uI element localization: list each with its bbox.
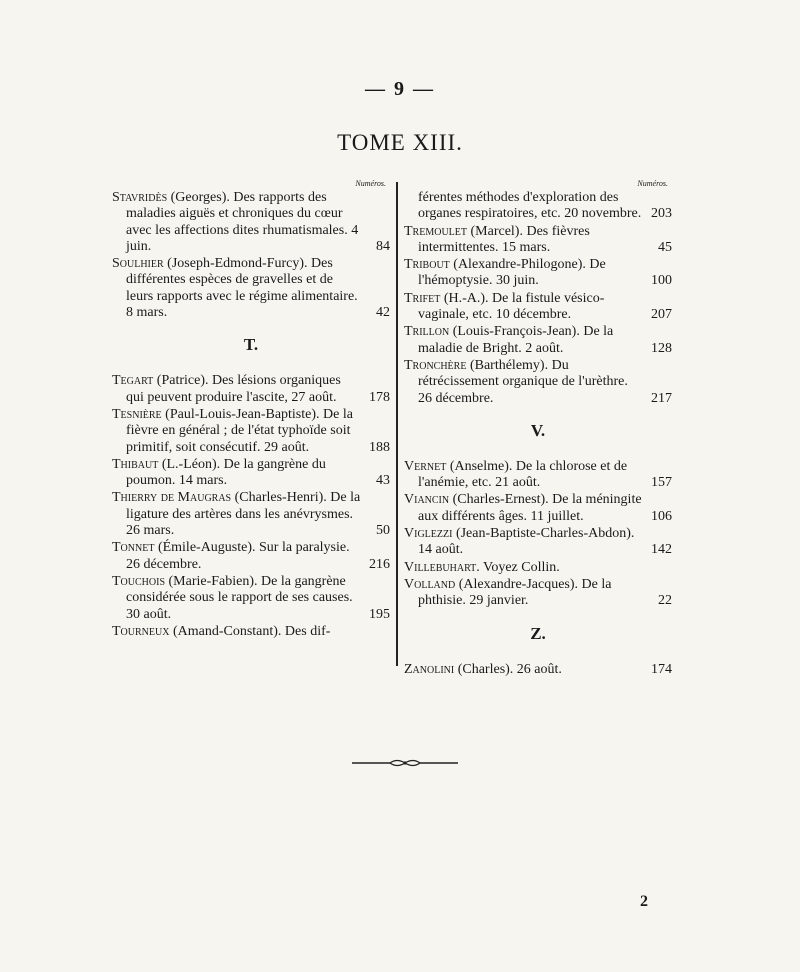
- index-entry: [404, 560, 672, 576]
- author-name: Zanolini: [404, 661, 455, 677]
- entry-text: férentes méthodes d'exploration des organes respiratoires, etc. 20 novembre.: [418, 190, 642, 222]
- entry-text: (Anselme). De la chlorose et de l'anémie, etc. 21 août.: [418, 458, 628, 491]
- entry-number: 22: [658, 593, 672, 609]
- author-name: Tronchère: [404, 357, 467, 373]
- author-name: Soulhier: [112, 256, 164, 272]
- entry-number: 43: [376, 473, 390, 489]
- column-divider: [396, 182, 398, 666]
- entry-number: 216: [369, 556, 390, 572]
- entry-text: (Paul-Louis-Jean-Baptiste). De la fièvre en général ; de l'état typhoïde soit primitif, soit consécutif. 29 août.: [126, 406, 353, 455]
- entry-text: (Joseph-Edmond-Furcy). Des différentes espèces de gravelles et de leurs rapports avec le régime alimentaire. 8 mars.: [126, 256, 358, 321]
- entry-number: 128: [651, 340, 672, 356]
- entry-number: 50: [376, 523, 390, 539]
- index-entry: [404, 324, 672, 357]
- index-entry: [404, 577, 672, 610]
- index-entry: [404, 662, 672, 678]
- author-name: Tourneux: [112, 623, 170, 639]
- numeros-label: Numéros.: [637, 179, 668, 188]
- index-entry-continuation: [404, 190, 672, 223]
- author-name: Stavridès: [112, 190, 168, 205]
- entry-text: (Charles-Henri). De la ligature des artères dans les anévrysmes. 26 mars.: [126, 490, 361, 539]
- author-name: Thierry de Maugras: [112, 490, 232, 506]
- tome-title: TOME XIII.: [337, 130, 463, 155]
- entry-text: (Alexandre-Philogone). De l'hémoptysie. 30 juin.: [418, 257, 606, 289]
- author-name: Villebuhart: [404, 559, 477, 575]
- index-entry: [404, 358, 672, 407]
- entry-text: (Marcel). Des fièvres intermittentes. 15 mars.: [418, 223, 590, 255]
- entry-number: 42: [376, 305, 390, 321]
- author-name: Touchois: [112, 573, 165, 589]
- ornament-rule: [350, 757, 460, 769]
- author-name: Tonnet: [112, 540, 155, 556]
- author-name: Viglezzi: [404, 526, 453, 542]
- section-letter-z: Z.: [530, 623, 546, 643]
- author-name: Thibaut: [112, 456, 159, 472]
- index-entry: [404, 257, 672, 290]
- entry-text: (Marie-Fabien). De la gangrène considérée sous le rapport de ses causes. 30 août.: [126, 573, 353, 622]
- entry-text: (Amand-Constant). Des dif-: [169, 623, 331, 639]
- entry-text: (Charles-Ernest). De la méningite aux différents âges. 11 juillet.: [418, 492, 642, 524]
- index-entry: [112, 490, 390, 539]
- index-entry: [112, 190, 390, 255]
- author-name: Tribout: [404, 257, 450, 273]
- author-name: Trillon: [404, 324, 450, 340]
- index-entry: [112, 373, 390, 406]
- entry-number: 100: [651, 273, 672, 289]
- entry-number: 84: [376, 238, 390, 254]
- entry-text: . Voyez Collin.: [476, 559, 560, 575]
- entry-number: 106: [651, 508, 672, 524]
- entry-text: (Patrice). Des lésions organiques qui peuvent produire l'ascite, 27 août.: [126, 373, 341, 405]
- entry-text: (Louis-François-Jean). De la maladie de Bright. 2 août.: [418, 324, 614, 356]
- left-column: [112, 178, 390, 641]
- numeros-label: Numéros.: [355, 179, 386, 188]
- index-entry: [112, 540, 390, 573]
- entry-number: 207: [651, 307, 672, 323]
- entry-text: (L.-Léon). De la gangrène du poumon. 14 mars.: [126, 456, 326, 489]
- entry-number: 203: [651, 206, 672, 222]
- author-name: Volland: [404, 576, 456, 592]
- entry-number: 217: [651, 390, 672, 406]
- entry-text: (Georges). Des rapports des maladies aiguës et chroniques du cœur avec les affections dites rhumatismales. 4 juin.: [126, 190, 359, 254]
- signature-mark: 2: [640, 893, 648, 910]
- index-entry: [404, 224, 672, 257]
- entry-text: (H.-A.). De la fistule vésico-vaginale, etc. 10 décembre.: [418, 290, 605, 323]
- entry-number: 45: [658, 239, 672, 255]
- author-name: Trifet: [404, 290, 441, 306]
- entry-number: 157: [651, 475, 672, 491]
- entry-text: (Alexandre-Jacques). De la phthisie. 29 janvier.: [418, 576, 612, 609]
- index-entry: [112, 256, 390, 321]
- index-entry: [112, 407, 390, 456]
- index-entry: [112, 624, 390, 640]
- entry-number: 142: [651, 542, 672, 558]
- entry-text: (Charles). 26 août.: [454, 661, 562, 677]
- author-name: Viancin: [404, 492, 450, 508]
- index-entry: [404, 492, 672, 525]
- entry-number: 195: [369, 606, 390, 622]
- author-name: Tremoulet: [404, 223, 467, 239]
- index-entry: [404, 459, 672, 492]
- entry-text: (Émile-Auguste). Sur la paralysie. 26 décembre.: [126, 540, 350, 572]
- index-entry: [112, 457, 390, 490]
- entry-number: 188: [369, 439, 390, 455]
- author-name: Tesnière: [112, 406, 162, 422]
- entry-number: 178: [369, 389, 390, 405]
- page-number: — 9 —: [365, 78, 435, 100]
- entry-number: 174: [651, 661, 672, 677]
- index-entry: [404, 526, 672, 559]
- right-column: [404, 178, 672, 679]
- index-entry: [112, 574, 390, 623]
- entry-text: (Barthélemy). Du rétrécissement organique de l'urèthre. 26 décembre.: [418, 357, 628, 406]
- entry-text: (Jean-Baptiste-Charles-Abdon). 14 août.: [418, 526, 635, 558]
- author-name: Tegart: [112, 373, 154, 389]
- section-letter-t: T.: [243, 335, 259, 355]
- section-letter-v: V.: [530, 420, 546, 440]
- author-name: Vernet: [404, 458, 447, 474]
- index-entry: [404, 291, 672, 324]
